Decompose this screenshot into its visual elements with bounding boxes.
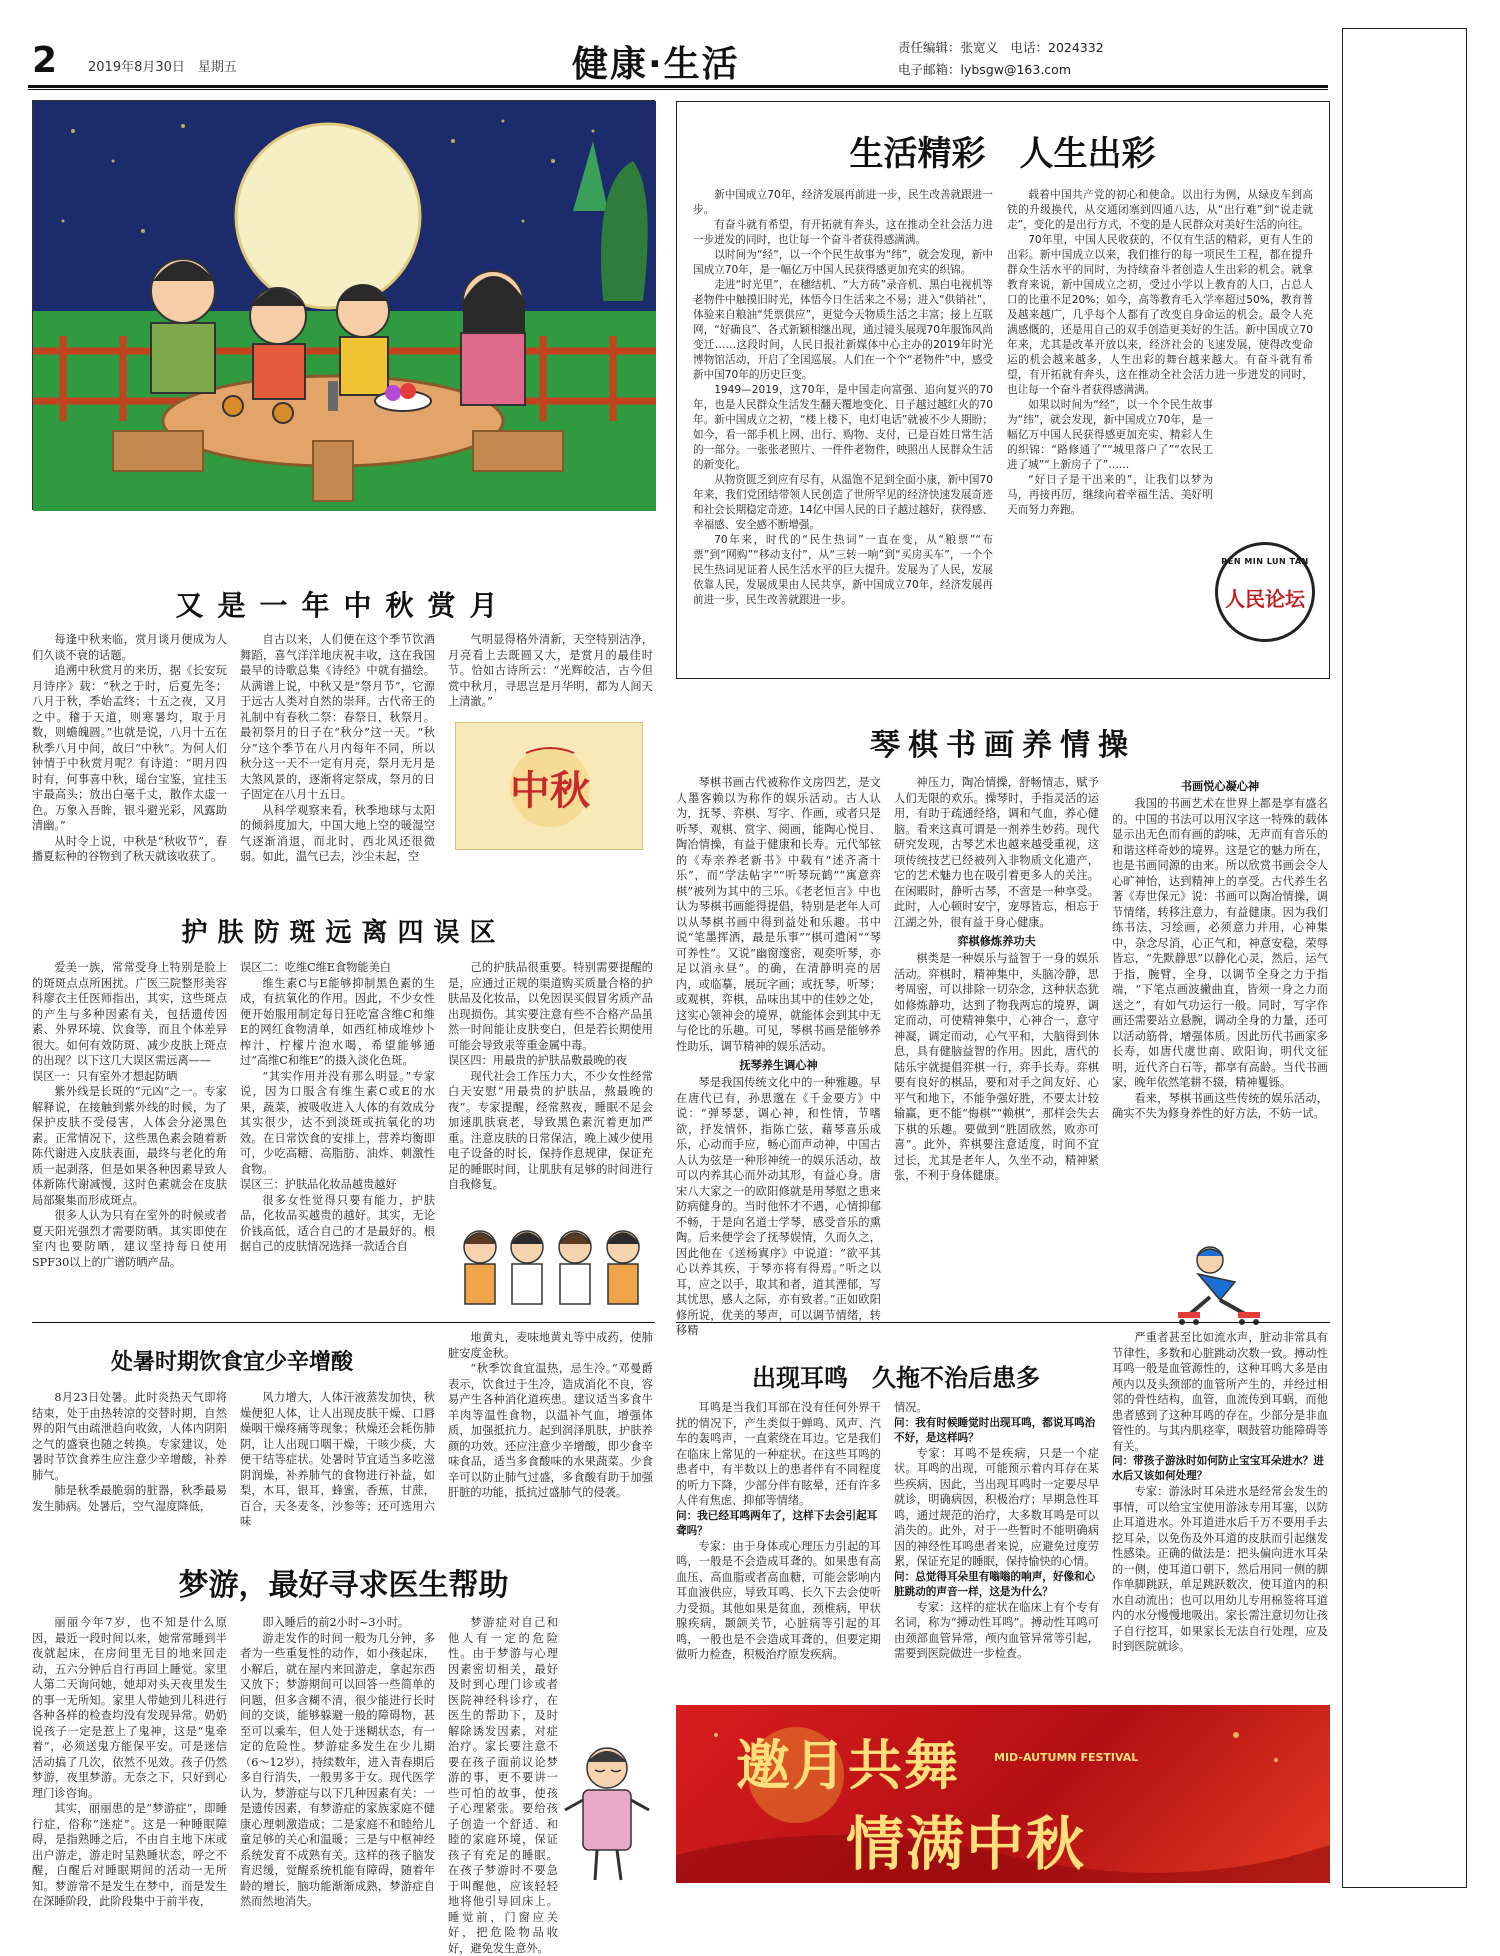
diet-col-1 xyxy=(32,1390,227,1550)
tinnitus-question: 问：总觉得耳朵里有嗡嗡的响声，好像和心脏跳动的声音一样，这是为什么？ xyxy=(894,1570,1096,1598)
midautumn-card xyxy=(455,722,643,850)
midautumn-paragraph: 从时令上说，中秋是“秋收节”，春播夏耘种的谷物到了秋天就该收获了。 xyxy=(32,834,227,863)
tinnitus-question: 问：带孩子游泳时如何防止宝宝耳朵进水？进水后又该如何处理？ xyxy=(1112,1455,1324,1482)
qinqi-paragraph: 棋类是一种娱乐与益智于一身的娱乐活动。弈棋时，精神集中，头脑冷静，思考周密，可以排除一切杂念，这种状态犹如修炼静功，达到了物我两忘的境界，调定而动，可使精神集中，心神合一，意守神凝，调定而动，心气平和，大脑得到休息，具有健脑益智的作用。因此，唐代的陆乐宇就提倡弈棋一行，弈手长寿。弈棋要有良好的棋品，要和对手之间友好、心平气和地下，不能争强好胜，不要太计较输赢，更不能“悔棋”“赖棋”，那样会失去下棋的乐趣。要做到“胜固欣然，败亦可喜”。此外，弈棋要注意适度，时间不宜过长，尤其是老年人，久坐不动，精神紧张，不利于身体健康。 xyxy=(894,952,1099,1182)
page-number: 2 xyxy=(32,40,58,81)
tinnitus-paragraph: 专家：由于身体或心理压力引起的耳鸣，一般是不会造成耳聋的。如果患有高血压、高血脂或者高血糖，可能会影响内耳血液供应，导致耳鸣、长久下去会使听力受损。其他如果是贫血，颈椎病，甲状腺疾病，颞颌关节，心脏病等引起的耳鸣，一般也是不会造成耳聋的，但要定期做听力检查，积极治疗原发疾病。 xyxy=(676,1539,881,1661)
midautumn-col-3 xyxy=(448,632,653,712)
skater-icon xyxy=(1150,1242,1300,1327)
editorial-paragraph: 有奋斗就有希望，有开拓就有奔头，这在推动全社会活力进一步迸发的同时，也让每一个奋斗者获得感满满。 xyxy=(693,219,993,246)
tinnitus-col-3 xyxy=(1112,1330,1328,1695)
header-rule-thin xyxy=(28,89,1328,90)
people-icon xyxy=(455,1222,650,1310)
section-divider xyxy=(32,1322,655,1323)
sleepwalk-col-1 xyxy=(32,1615,227,1908)
tinnitus-question: 问：我已经耳鸣两年了，这样下去会引起耳聋吗？ xyxy=(676,1509,878,1537)
qinqi-paragraph: 看来，琴棋书画这些传统的娱乐活动，确实不失为修身养性的好方法，不妨一试。 xyxy=(1112,1091,1328,1120)
editorial-paragraph: 以时间为“经”，以一个个民生故事为“纬”，就会发现，新中国成立70年，是一幅亿万中国人民获得感更加充实的织锦。 xyxy=(693,249,993,276)
diet-paragraph: 地黄丸，麦味地黄丸等中成药，使肺脏安度金秋。 xyxy=(448,1331,653,1360)
editorial-col-1 xyxy=(693,188,993,658)
editorial-title: 生活精彩 人生出彩 xyxy=(849,134,1156,174)
midautumn-paragraph: 每逢中秋来临，赏月谈月便成为人们久谈不衰的话题。 xyxy=(32,633,227,662)
qinqi-paragraph: 琴棋书画古代被称作文房四艺，是文人墨客赖以为称作的娱乐活动。古人认为，抚琴、弈棋、写字、作画，或者只是听琴、观棋、赏字、阅画，能陶心悦目、陶冶情操，有益于健康和长寿。元代邹铉的《寿亲养老新书》中载有“述齐斋十乐”，而“学法帖字”“听琴玩鹤”“寓意弈棋”被列为其中的三乐。《老老恒言》中也认为琴棋书画能得提倡，特别是老年人可以从琴棋书画中得到益处和乐趣。书中说“笔墨挥洒，最是乐事”“棋可遣闲”“琴可养性”。又说“幽窗邃密，观奕听琴，亦足以消永昼”。的确，在清静明亮的居内，或临摹，展玩字画；或抚琴，听琴；或观棋，弈棋，品味出其中的佳妙之处，这实心领神会的境界，就能体会到其中无与伦比的乐趣。可见，琴棋书画是能够养性助乐，调节精神的娱乐活动。 xyxy=(676,776,881,1053)
tinnitus-paragraph: 专家：耳鸣不是疾病，只是一个症状。耳鸣的出现，可能预示着内耳存在某些疾病，因此，当出现耳鸣时一定要尽早就诊，明确病因，积极治疗；早期急性耳鸣，通过规范的治疗，大多数耳鸣是可以消失的。此外，对于一些暂时不能明确病因的神经性耳鸣患者来说，应避免过度劳累，保证充足的睡眠，保持愉快的心情。 xyxy=(894,1446,1099,1568)
tinnitus-paragraph: 严重者甚至比如流水声，脏动非常具有节律性，多数和心脏跳动次数一致。搏动性耳鸣一般是血管源性的，这种耳鸣大多是由颅内以及头颈部的血管所产生的，并经过相邻的骨性结构，血管，血流传到耳蜗，而他患者感到了这种耳鸣的存在。少部分是非血管性的。与其内肌痉挛，咽鼓管功能障碍等有关。 xyxy=(1112,1331,1328,1453)
qinqi-subhead: 弈棋修炼养功夫 xyxy=(957,935,1036,948)
tinnitus-title: 出现耳鸣 久拖不治后患多 xyxy=(752,1364,1040,1392)
editorial-paragraph: 从物资匮乏到应有尽有，从温饱不足到全面小康，新中国70年来，我们党团结带领人民创造了世所罕见的经济快速发展奇迹和社会长期稳定奇迹。14亿中国人民的日子越过越好，获得感、幸福感、安全感不断增强。 xyxy=(693,474,993,531)
editorial-paragraph: 如果以时间为“经”，以一个个民生故事为“纬”，就会发现，新中国成立70年，是一幅亿万中国人民获得感更加充实、精彩人生的织锦：“路修通了”“城里落户了”“农民工进了城”“上新房子了”…… xyxy=(1007,399,1213,471)
qinqi-subhead: 抚琴养生调心神 xyxy=(739,1059,818,1072)
tinnitus-col-2 xyxy=(894,1400,1099,1695)
editorial-paragraph: “好日子是干出来的”，让我们以梦为马，再接再厉，继续向着幸福生活、美好明天而努力奔跑。 xyxy=(1007,474,1213,516)
midautumn-paragraph: 追溯中秋赏月的来历，据《长安玩月诗序》载：“秋之于时，后夏先冬；八月于秋，季始孟终；十五之夜，又月之中。稽于天道，则寒暑均，取于月数，则蟾魄圆。”也就是说，八月十五在秋季八月中间，故曰“中秋”。为何人们钟情于中秋赏月呢？有诗道：“明月四时有，何事喜中秋，瑶台宝鉴，宜挂玉宇最高头；放出白毫千丈，散作太虚一色。万象入吾眸，银斗避光彩，风露助清幽。” xyxy=(32,664,227,832)
qinqi-col-2 xyxy=(894,775,1099,1315)
midautumn-paragraph: 气明显得格外清新，天空特别洁净，月亮看上去既圆又大，是赏月的最佳时节。恰如古诗所云：“光辉皎洁，古今但赏中秋月，寻思岂是月华明，都为人间天上清澈。” xyxy=(448,633,653,708)
section-divider xyxy=(676,1322,1330,1323)
sleepwalk-col-2 xyxy=(240,1615,435,1908)
diet-paragraph: 肺是秋季最脆弱的脏器，秋季最易发生肺病。处暑后，空气湿度降低， xyxy=(32,1484,227,1513)
skincare-subhead: 误区一：只有室外才想起防晒 xyxy=(32,1069,178,1083)
midautumn-col-2 xyxy=(240,632,435,867)
skincare-paragraph: “其实作用并没有那么明显。”专家说，因为口服含有维生素C或E的水果，蔬菜，被吸收进入人体的有效成分其实很少，达不到淡斑或抗氧化的功效。在日常饮食的安排上，营养均衡即可，少吃高糖、高脂肪、油炸、刺激性食物。 xyxy=(240,1069,435,1176)
skincare-col-3 xyxy=(448,960,653,1215)
qinqi-subhead: 书画悦心凝心神 xyxy=(1180,780,1260,793)
family-drawing-illustration xyxy=(33,101,656,511)
qinqi-paragraph: 琴是我国传统文化中的一种雅趣。早在唐代已有，孙思邈在《千金要方》中说：“弹琴瑟，调心神，和性情，节嗜欲，抒发情怀，指陈亡弦，藉琴喜乐成乐，心动而手应，畅心而声动神，中国古人认为弦是一种形神统一的娱乐活动，故可以内养其心而外动其形，有益心身。唐宋八大家之一的欧阳修就是用琴慰之患来防病健身的。当时他怀才不遇，心情抑郁不畅，于是向名道士学琴，感受音乐的熏陶。后来便学会了抚琴娱情，久而久之，因此他在《送杨寘序》中说道：“欲平其心以养其疾，于琴亦将有得焉。”听之以耳，应之以手，取其和者，道其湮郁，写其忧思，感人之际，亦有致者。”正如欧阳修所说，优美的琴声，可以调节情绪，转移精 xyxy=(676,1076,881,1337)
qinqi-paragraph: 神压力，陶冶情操，舒畅情志，赋予人们无限的欢乐。操琴时，手指灵活的运用，有助于疏通经络，调和气血，养心健脑。看来这真可谓是一剂养生妙药。现代研究发现，古琴艺术也越来越受重视，这项传统技艺已经被列入非物质文化遗产，它的艺术魅力也在吸引着更多人的关注。在闲暇时，静听古琴，不啻是一种享受。此时，人心顿时安宁，宠辱皆忘，相忘于江湖之外，很有益于身心健康。 xyxy=(894,776,1099,929)
tinnitus-question: 问：我有时候睡觉时出现耳鸣，都说耳鸣治不好，是这样吗？ xyxy=(894,1416,1096,1444)
skincare-subhead: 误区二：吃维C维E食物能美白 xyxy=(240,961,391,974)
editor-info: 责任编辑：张宽义 电话：2024332 xyxy=(898,40,1104,55)
skincare-paragraph: 维生素C与E能够抑制黑色素的生成，有抗氧化的作用。因此，不少女性便开始服用制定每日狂吃富含维C和维E的网红食物清单，如西红柿成堆炒卜榨汁，柠檬片泡水喝，希望能够通过“高维C和维E”的摄入淡化色斑。 xyxy=(240,976,435,1067)
sleepwalk-title: 梦游，最好寻求医生帮助 xyxy=(178,1568,509,1603)
diet-title: 处暑时期饮食宜少辛增酸 xyxy=(110,1350,353,1375)
tinnitus-paragraph: 耳鸣是当我们耳部在没有任何外界干扰的情况下，产生类似于蝉鸣、风声、汽车的轰鸣声，一直萦绕在耳边。它是我们在临床上常见的一种症状。在这些耳鸣的患者中，有半数以上的患者伴有不同程度的听力下降，少部分伴有眩晕，还有许多人伴有焦虑、抑郁等情绪。 xyxy=(676,1401,881,1507)
skincare-col-1 xyxy=(32,960,227,1310)
sleepwalk-paragraph: 游走发作的时间一般为几分钟，多者为一些重复性的动作，如小孩起床，小解后，就在屋内来回游走，拿起东西又放下；梦游期间可以回答一些简单的问题，但多含糊不清，很少能进行长时间的交谈，能够躲避一般的障碍物，甚至可以乘车，但人处于迷糊状态，有一定的危险性。梦游症多发生在少儿期（6～12岁），持续数年，进入青春期后多自行消失，一般男多于女。现代医学认为，梦游症与以下几种因素有关：一是遗传因素，有梦游症的家族家庭不健康心理刺激造成；二是家庭不和睦给儿童足够的关心和温暖；三是与中枢神经系统发育不成熟有关。这样的孩子脑发育迟缓，觉醒系统机能有障碍，随着年龄的增长，脑功能渐渐成熟，梦游症自然而然地消失。 xyxy=(240,1631,435,1908)
editor-email: 电子邮箱：lybsgw@163.com xyxy=(898,62,1072,77)
skincare-col-2 xyxy=(240,960,435,1310)
margin-box xyxy=(1342,28,1467,1888)
badge-label: 人民论坛 xyxy=(1225,587,1305,611)
banner-english-text: MID-AUTUMN FESTIVAL xyxy=(994,1751,1139,1764)
skincare-paragraph: 很多女性觉得只要有能力，护肤品，化妆品买越贵的越好。其实，无论价钱高低，适合自己的才是最好的。根据自己的皮肤情况选择一款适合自 xyxy=(240,1193,435,1253)
banner-main-text: 邀月共舞 xyxy=(736,1734,960,1797)
midautumn-col-1 xyxy=(32,632,227,867)
skater-illustration xyxy=(1150,1242,1300,1327)
section-title: 健康·生活 xyxy=(572,44,740,85)
tinnitus-col-1 xyxy=(676,1400,881,1695)
diet-col-3 xyxy=(448,1330,653,1550)
sleepwalk-paragraph: 其实，丽丽患的是“梦游症”，即睡行症，俗称“迷症”。这是一种睡眠障碍，是指熟睡之后，不由自主地下床或出户游走，游走时呈熟睡状态，呼之不醒，白醒后对睡眠期间的活动一无所知。梦游常不是发生在梦中，而是发生在深睡阶段，此阶段集中于前半夜， xyxy=(32,1802,227,1908)
renmin-luntan-badge xyxy=(1215,542,1315,642)
sleepwalker-icon xyxy=(565,1740,650,1885)
skincare-paragraph: 己的护肤品很重要。特别需要提醒的是，应通过正规的渠道购买质量合格的护肤品及化妆品，以免因误买假冒劣质产品出现损伤。其实要注意有些不合格产品虽然一时间能让皮肤变白，但是若长期使用可能会导致汞等重金属中毒。 xyxy=(448,961,653,1052)
tinnitus-paragraph: 情况。 xyxy=(894,1401,928,1414)
editorial-paragraph: 载着中国共产党的初心和使命。以出行为例，从绿皮车到高铁的升级换代，从交通闭塞到四通八达，从“出行难”到“说走就走”，变化的是出行方式，不变的是人民群众对美好生活的向往。 xyxy=(1007,189,1313,231)
qinqi-col-3 xyxy=(1112,775,1328,1240)
sleepwalk-col-3 xyxy=(448,1615,558,1955)
editorial-paragraph: 70年来，时代的“民生热词”一直在变，从“粮票”“布票”到“网购”“移动支付”，从“三转一响”到“买房买车”，一个个民生热词见证着人民生活水平的巨大提升。发展为了人民，发展依靠人民，发展成果由人民共享，新中国成立70年，经济发展再前进一步，民生改善就跟进一步。 xyxy=(693,534,993,606)
skincare-paragraph: 很多人认为只有在室外的时候或者夏天阳光强烈才需要防晒。其实即使在室内也要防晒，建议坚持每日使用SPF30以上的广谱防晒产品。 xyxy=(32,1209,227,1269)
issue-date: 2019年8月30日 星期五 xyxy=(88,60,237,75)
mid-autumn-family-drawing xyxy=(32,100,655,510)
qinqi-col-1 xyxy=(676,775,881,1337)
qinqi-title: 琴棋书画养情操 xyxy=(870,728,1136,763)
editorial-paragraph: 新中国成立70年，经济发展再前进一步，民生改善就跟进一步。 xyxy=(693,189,993,216)
diet-paragraph: 8月23日处暑。此时炎热天气即将结束，处于由热转凉的交替时期，自然界的阳气由疏泄趋向收敛，人体内阴阳之气的盛衰也随之转换。专家建议，处暑时节饮食养生应注意少辛增酸，补养肺气。 xyxy=(32,1391,227,1482)
sleepwalk-paragraph: 丽丽今年7岁，也不知是什么原因，最近一段时间以来，她常常睡到半夜就起床，在房间里无目的地来回走动，五六分钟后自行再回上睡觉。家里人第二天询问她，她却对头天夜里发生的事一无所知。家里人带她到儿科进行各种各样的检查均没有发现异常。奶奶说孩子一定是惹上了鬼神，这是“鬼牵着”，必须送鬼方能保平安。可是迷信活动搞了几次，依然不见效。孩子仍然梦游，夜里梦游。无奈之下，只好到心理门诊咨询。 xyxy=(32,1616,227,1800)
diet-paragraph: 风力增大，人体汗液蒸发加快，秋燥便犯人体，让人出现皮肤干燥、口唇燥咽干燥疼痛等现象；秋燥还会耗伤肺阴，让人出现口咽干燥，干咳少痰，大便干结等症状。处暑时节宜适当多吃滋阴润燥，补养肺气的食物进行补益，如梨，木耳，银耳，蜂蜜，香蕉，甘蔗，百合，天冬麦冬，沙参等；还可选用六味 xyxy=(240,1391,435,1528)
tinnitus-paragraph: 专家：游泳时耳朵进水是经常会发生的事情，可以给宝宝使用游泳专用耳塞，以防止耳道进水。外耳道进水后千万不要用手去挖耳朵，以免伤及外耳道的皮肤而引起继发性感染。正确的做法是：把头偏向进水耳朵的一侧，使耳道口朝下，然后用同一侧的脚作单脚跳跃，单足跳跃数次，使耳道内的积水自动流出；也可以用幼儿专用棉签将耳道内的水分慢慢地吸出。家长需注意切勿让孩子自行挖耳，如果家长无法自行处理，应及时到医院就诊。 xyxy=(1112,1485,1328,1653)
diet-paragraph: “秋季饮食宜温热，忌生冷。”邓曼爵表示，饮食过于生冷，造成消化不良，容易产生各种消化道疾患。建议适当多食牛羊肉等温性食物，以温补气血，增强体质，加强抵抗力。起到润泽肌肤，护肤养颜的功效。还应注意少辛增酸，即少食辛味食品，适当多食酸味的水果蔬菜。少食辛可以防止肺气过盛，多食酸有助于加强肝脏的功能，抵抗过盛肺气的侵袭。 xyxy=(448,1362,653,1499)
skincare-subhead: 误区三：护肤品化妆品越贵越好 xyxy=(240,1178,397,1191)
skincare-paragraph: 现代社会工作压力大，不少女性经常白天安慰“用最贵的护肤品，熬最晚的夜”。专家提醒，经常熬夜，睡眠不足会加速肌肤衰老，导致黑色素沉着更加严重。注意皮肤的日常保洁，晚上减少使用电子设备的时长，保持作息规律，保证充足的睡眠时间，让肌肤有足够的时间进行自我修复。 xyxy=(448,1069,653,1191)
editorial-box xyxy=(676,101,1330,679)
midautumn-title: 又是一年中秋赏月 xyxy=(175,589,512,622)
editorial-paragraph: 1949—2019，这70年，是中国走向富强、追向复兴的70年，也是人民群众生活发生翻天覆地变化、日子越过越红火的70年。新中国成立之初，“楼上楼下，电灯电话”就被不少人期盼；如今，看一部手机上网、出行、购物、支付，已是百姓日常生活的一部分。一张张老照片、一件件老物件，映照出人民群众生活的新变化。 xyxy=(693,384,993,471)
midautumn-card-label: 中秋 xyxy=(510,767,590,814)
skincare-paragraph: 紫外线是长斑的“元凶”之一。专家解释说，在接触到紫外线的时候，为了保护皮肤不受侵害，人体会分泌黑色素。正常情况下，这些黑色素会随着新陈代谢进入皮肤表面，最终与老化的角质一起剥落，但是如果各种因素导致人体新陈代谢减慢，这时色素就会在皮肤局部聚集而形成斑点。 xyxy=(32,1085,227,1207)
editorial-paragraph: 70年里，中国人民收获的，不仅有生活的精彩，更有人生的出彩。新中国成立以来，我们推行的每一项民生工程，都在提升群众生活水平的同时，为持续奋斗者创造人生出彩的机会。就拿教育来说，新中国成立之初，受过小学以上教育的人口，占总人口的比重不足20%；如今，高等教育毛入学率超过50%，教育普及越来越广，几乎每个人都有了改变自身命运的机会。最令人充满感慨的，还是用自己的双手创造更美好的生活。新中国成立70年来，尤其是改革开放以来，经济社会的飞速发展，使得改变命运的机会越来越多，人生出彩的舞台越来越大。有奋斗就有希望，有开拓就有奔头，这在推动全社会活力进一步迸发的同时，也让每一个奋斗者获得感满满。 xyxy=(1007,234,1313,396)
qinqi-paragraph: 我国的书画艺术在世界上都是享有盛名的。中国的书法可以用汉字这一特殊的载体显示出无色而有画的韵味，无声而有音乐的和谐这样奇妙的境界。这是它的魅力所在，也是书画同源的由来。所以欣赏书画会令人心旷神怡，达到精神上的享受。古代养生名著《寿世保元》说：书画可以陶冶情操，调节情绪，转移注意力，有益健康。因为我们练书法，习绘画，必须意力并用，心神集中，杂念尽消，心正气和，神意安稳，荣辱皆忘，“先默静思”以静化心灵，然后，运气于指，腕臂，全身，以调节全身之力于指端，“下笔点画波撇曲直，皆须一身之力而送之”，有如气功运行一般。同时，写字作画还需要站立悬腕，调动全身的力量，还可以活动筋骨，增强体质。因此历代书画家多长寿，如唐代虞世南、欧阳询，明代文征明，近代齐白石等，都享有高龄。当代书画家，晚年依然笔耕不辍，精神矍铄。 xyxy=(1112,797,1328,1089)
diet-col-2 xyxy=(240,1390,435,1550)
tinnitus-paragraph: 专家：这样的症状在临床上有个专有名词，称为“搏动性耳鸣”。搏动性耳鸣可由颈部血管异常，颅内血管异常等引起，需要到医院做进一步检查。 xyxy=(894,1600,1099,1660)
cartoon-people-illustration xyxy=(455,1222,650,1310)
midautumn-paragraph: 从科学观察来看，秋季地球与太阳的倾斜度加大，中国大地上空的暖湿空气逐渐消退，而北时，西北风还很微弱。如此，温气已去，沙尘未起，空 xyxy=(240,803,435,863)
skincare-paragraph: 爱美一族，常常受身上特别是脸上的斑斑点点所困扰。广医三院整形美容科廖衣主任医师指出，其实，这些斑点的产生与多种因素有关，包括遗传因素、外界环境、饮食等，而且个体差异很大。如何有效防斑、减少皮肤上斑点的出现？以下这几大误区需远离—— xyxy=(32,961,227,1067)
editorial-paragraph: 走进“时光里”，在穗结机、“大方砖”录音机、黑白电视机等老物件中触摸旧时光，体悟今日生活来之不易；进入“供销社”，体验来自粮油“凭票供应”，更觉今天物质生活之丰富；接上互联网，“好确良”、各式新颖相继出现，通过镜头展现70年服饰风尚变迁……这段时间，人民日报社新媒体中心主办的2019年时光博物馆活动，开启了全国巡展。人们在一个个“老物件”中，感受新中国70年的历史巨变。 xyxy=(693,279,993,381)
sleepwalk-paragraph: 即入睡后的前2小时~3小时。 xyxy=(262,1616,410,1629)
header-rule xyxy=(28,85,1328,88)
mid-autumn-banner xyxy=(676,1705,1330,1883)
sleepwalk-paragraph: 梦游症对自己和他人有一定的危险性。由于梦游与心理因素密切相关，最好及时到心理门诊或者医院神经科诊疗，在医生的帮助下，及时解除诱发因素，对症治疗。家长要注意不要在孩子面前议论梦游的事，更不要讲一些可怕的故事，使孩子心理紧张。要给孩子创造一个舒适、和睦的家庭环境，保证孩子有充足的睡眠。在孩子梦游时不要急于叫醒他，应该轻轻地将他引导回床上。睡觉前，门窗应关好，把危险物品收好，避免发生意外。 xyxy=(448,1616,558,1955)
sleepwalker-illustration xyxy=(565,1740,650,1885)
skincare-title: 护肤防斑远离四误区 xyxy=(181,918,506,948)
banner-main-text-2: 情满中秋 xyxy=(846,1810,1087,1878)
skincare-subhead: 误区四：用最贵的护肤品敷最晚的夜 xyxy=(448,1054,628,1067)
midautumn-paragraph: 自古以来，人们便在这个季节饮酒舞蹈，喜气洋洋地庆祝丰收，这在我国最早的诗歌总集《诗经》中就有描绘。从满谱上说，中秋又是“祭月节”，它源于远古人类对自然的崇拜。古代帝王的礼制中有春秋二祭：春祭日，秋祭月。最初祭月的日子在“秋分”这一天。“秋分”这个季节在八月内每年不同，所以秋分这一天不一定有月亮，祭月无月是大煞风景的，逐渐将定祭成，祭月的日子固定在八月十五日。 xyxy=(240,633,435,801)
badge-pinyin: REN MIN LUN TAN xyxy=(1221,557,1309,566)
